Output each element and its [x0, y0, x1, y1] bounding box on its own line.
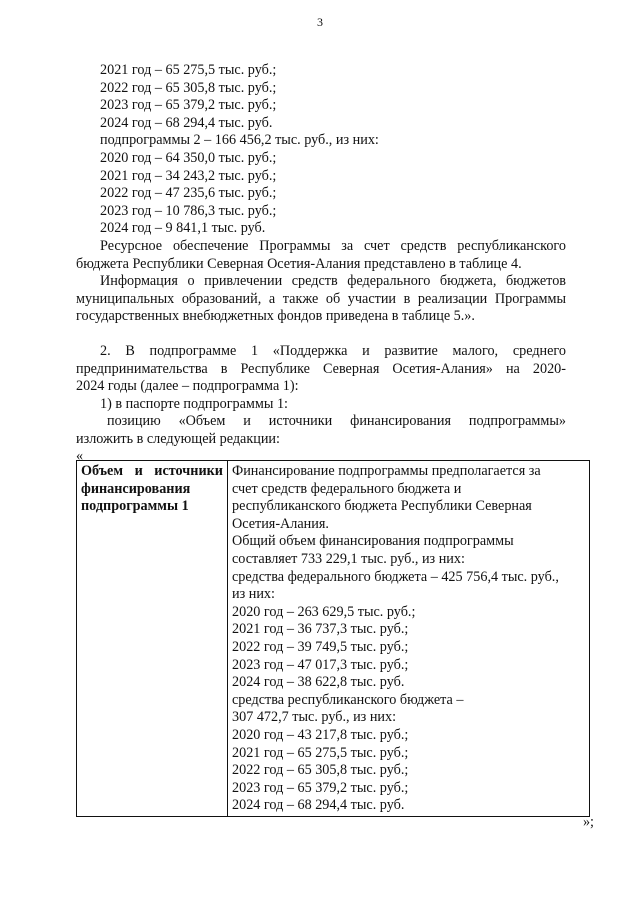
text-line: 2020 год – 263 629,5 тыс. руб.; — [232, 603, 416, 620]
text-line: 2023 год – 47 017,3 тыс. руб.; — [232, 656, 409, 673]
text-line: 2022 год – 47 235,6 тыс. руб.; — [100, 185, 277, 202]
text-line: муниципальных образований, а также об участии в реализации Программы — [76, 290, 566, 307]
text-line: 2023 год – 10 786,3 тыс. руб.; — [100, 202, 277, 219]
text-line: 2022 год – 65 305,8 тыс. руб.; — [232, 762, 409, 779]
text-line: Осетия-Алания. — [232, 515, 329, 532]
table-cell-label — [77, 461, 228, 817]
table-cell-content — [228, 461, 590, 817]
document-body — [76, 62, 566, 466]
subitem-1: 1) в паспорте подпрограммы 1: — [100, 395, 288, 412]
text-line: 2024 год – 68 294,4 тыс. руб. — [232, 797, 405, 814]
text-line: республиканского бюджета Республики Северная — [232, 498, 532, 515]
text-line: 307 472,7 тыс. руб., из них: — [232, 709, 397, 726]
text-line: средства республиканского бюджета – — [232, 691, 464, 708]
text-line: 2021 год – 65 275,5 тыс. руб.; — [100, 62, 277, 78]
text-line: составляет 733 229,1 тыс. руб., из них: — [232, 550, 465, 567]
text-line: счет средств федерального бюджета и — [232, 480, 462, 497]
text-line: Ресурсное обеспечение Программы за счет средств республиканского — [100, 237, 566, 254]
text-line: предпринимательства в Республике Северная Осетия-Алания» на 2020- — [76, 360, 566, 377]
text-line: 2022 год – 65 305,8 тыс. руб.; — [100, 79, 277, 96]
page-number: 3 — [317, 15, 323, 29]
paragraph-info — [76, 273, 566, 326]
text-line: позицию «Объем и источники финансирования подпрограммы» — [107, 413, 566, 430]
table-row — [77, 461, 590, 817]
text-line: 2022 год – 39 749,5 тыс. руб.; — [232, 638, 409, 655]
text-line: 2020 год – 64 350,0 тыс. руб.; — [100, 149, 277, 166]
text-line: 2024 год – 68 294,4 тыс. руб. — [100, 114, 273, 131]
open-quote: « — [76, 448, 84, 465]
text-line: 2020 год – 43 217,8 тыс. руб.; — [232, 726, 409, 743]
top-lines — [76, 62, 566, 238]
text-line: подпрограммы 1 — [81, 498, 189, 515]
closing-quote: »; — [582, 814, 594, 830]
text-line: государственных внебюджетных фондов приведена в таблице 5.». — [76, 308, 475, 325]
text-line: 2021 год – 34 243,2 тыс. руб.; — [100, 167, 277, 184]
text-line: 2023 год – 65 379,2 тыс. руб.; — [232, 779, 409, 796]
text-line: из них: — [232, 586, 275, 603]
text-line: подпрограммы 2 – 166 456,2 тыс. руб., из них: — [100, 132, 379, 149]
text-line: 2024 годы (далее – подпрограмма 1): — [76, 378, 299, 395]
text-line: 2024 год – 38 622,8 тыс. руб. — [232, 674, 405, 691]
text-line: Информация о привлечении средств федерального бюджета, бюджетов — [100, 273, 566, 290]
position-paragraph — [76, 413, 566, 448]
text-line: изложить в следующей редакции: — [76, 430, 280, 447]
text-line: 2023 год – 65 379,2 тыс. руб.; — [100, 97, 277, 114]
text-line: бюджета Республики Северная Осетия-Алания представлено в таблице 4. — [76, 255, 522, 272]
text-line: 2021 год – 36 737,3 тыс. руб.; — [232, 621, 409, 638]
text-line: Общий объем финансирования подпрограммы — [232, 533, 514, 550]
passport-table — [76, 460, 590, 817]
text-line: 2024 год – 9 841,1 тыс. руб. — [100, 220, 266, 237]
paragraph-gap — [76, 326, 566, 343]
text-line: Финансирование подпрограммы предполагается за — [232, 463, 541, 479]
paragraph-item-2 — [76, 343, 566, 396]
text-line: средства федерального бюджета – 425 756,4 тыс. руб., — [232, 568, 559, 585]
text-line: 2. В подпрограмме 1 «Поддержка и развитие малого, среднего — [100, 342, 566, 359]
text-line: финансирования — [81, 480, 191, 497]
paragraph-resources — [76, 238, 566, 273]
text-line: Объем и источники — [81, 463, 223, 479]
text-line: 2021 год – 65 275,5 тыс. руб.; — [232, 744, 409, 761]
